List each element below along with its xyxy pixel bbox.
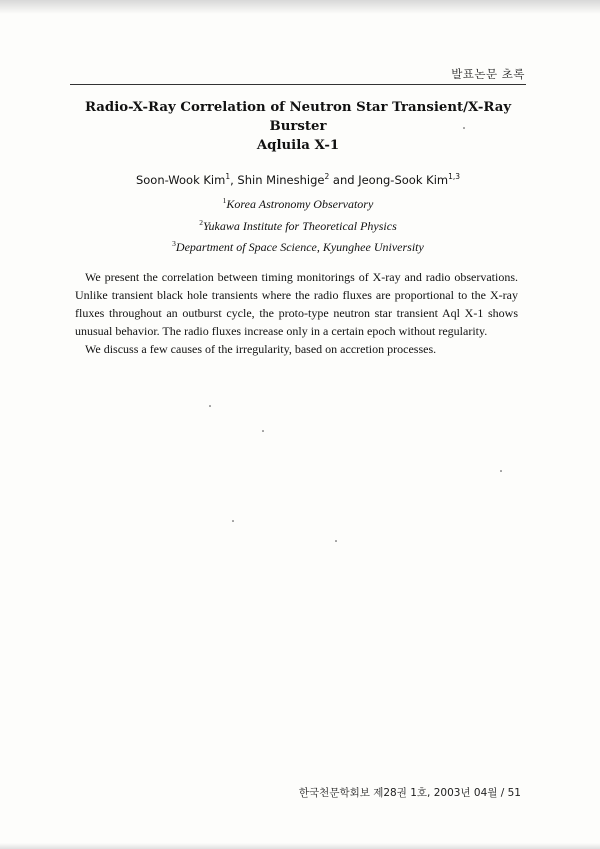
affiliation-number: 1 <box>222 196 227 205</box>
affiliation <box>70 192 526 214</box>
author-name: Soon-Wook Kim <box>135 172 226 187</box>
author-affil-mark: 2 <box>324 172 330 181</box>
affiliation-name: Korea Astronomy Observatory <box>226 197 374 211</box>
affiliation <box>70 235 526 257</box>
paper-title <box>70 98 526 155</box>
affiliation-number: 3 <box>172 239 176 248</box>
abstract <box>75 268 518 358</box>
author-affil-mark: 1,3 <box>448 172 461 181</box>
scan-speck <box>209 405 211 407</box>
paper-title-line-1: Radio-X-Ray Correlation of Neutron Star Transient/X-Ray Burster <box>84 100 512 134</box>
affiliation-name: Department of Space Science, Kyunghee University <box>175 240 424 254</box>
author-affil-mark: 1 <box>225 172 231 181</box>
scan-speck <box>232 520 234 522</box>
scan-speck <box>463 127 465 129</box>
author-separator: and <box>329 172 359 187</box>
author-name: Jeong-Sook Kim <box>358 172 449 187</box>
scan-edge-top <box>0 0 600 14</box>
scan-speck <box>500 470 502 472</box>
affiliation <box>70 214 526 236</box>
section-label: 발표논문 초록 <box>451 67 525 81</box>
abstract-paragraph: We discuss a few causes of the irregularity, based on accretion processes. <box>85 342 437 356</box>
affiliation-list <box>70 192 526 257</box>
affiliation-number: 2 <box>199 217 203 227</box>
header-rule <box>70 84 526 85</box>
abstract-paragraph: We present the correlation between timing monitorings of X-ray and radio observations. Unlike transient black hole transients where the radio fluxes are proportional to the X-ray fluxes throughout an outburst cycle, the proto-type neutron star transient Aql X-1 shows unusual behavior. The radio fluxes increase only in a certain epoch without regularity. <box>75 270 518 338</box>
scan-edge-bottom <box>0 843 600 849</box>
paper-title-line-2: Aqluila X-1 <box>256 138 340 153</box>
author-list <box>70 172 526 187</box>
author-separator: , <box>230 172 238 187</box>
author-name: Shin Mineshige <box>237 172 325 187</box>
footer-citation: 한국천문학회보 제28권 1호, 2003년 04월 / 51 <box>298 787 521 799</box>
affiliation-name: Yukawa Institute for Theoretical Physics <box>202 218 397 233</box>
scan-speck <box>335 540 337 542</box>
scan-speck <box>262 430 264 432</box>
